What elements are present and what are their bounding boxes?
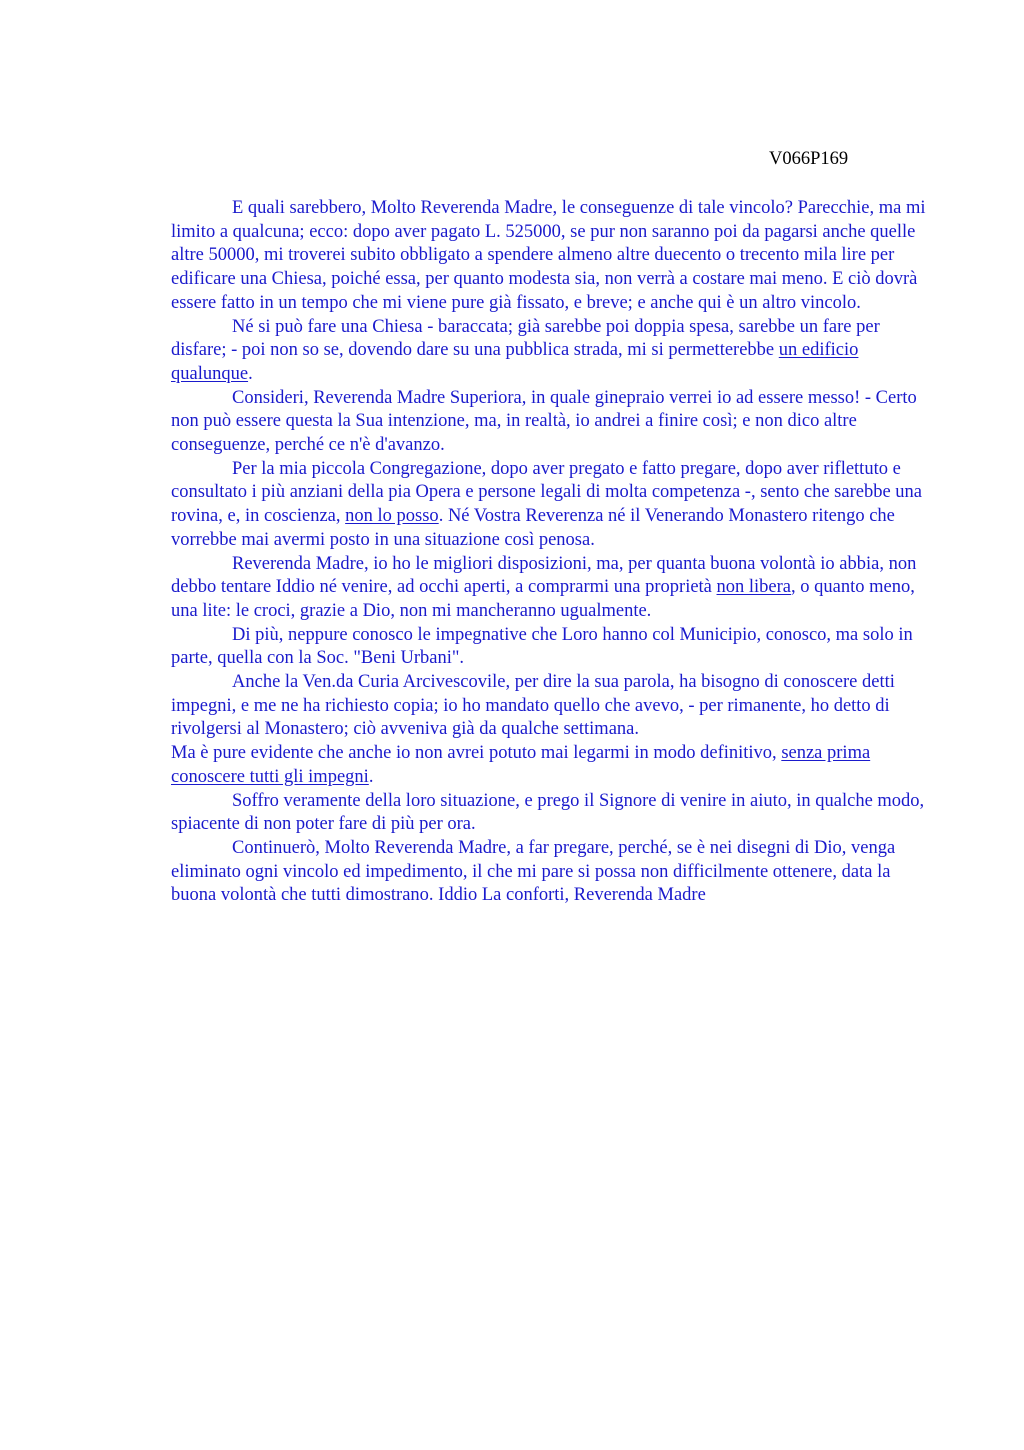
text-segment: Né si può fare una Chiesa - baraccata; già sarebbe poi doppia spesa, sarebbe un fare per disfare; - poi non so se, dovendo dare su una pubblica strada, mi si permetterebbe [171, 316, 880, 361]
text-segment: , o quanto meno, una lite: le croci, grazie a Dio, non mi mancheranno ugualmente. [171, 577, 915, 621]
underlined-phrase: un edificio qualunque [171, 340, 859, 384]
paragraph-2 [171, 316, 931, 387]
page-identifier: V066P169 [769, 149, 849, 169]
underlined-phrase: non lo posso [345, 506, 439, 527]
underlined-phrase: non libera [716, 577, 792, 598]
paragraph-5 [171, 553, 931, 624]
text-segment: Continuerò, Molto Reverenda Madre, a far pregare, perché, se è nei disegni di Dio, venga eliminato ogni vincolo ed impedimento, il che mi pare si possa non difficilmente ottenere, data la buona volontà che tutti dimostrano. Iddio La conforti, Reverenda Madre [171, 837, 896, 906]
paragraph-9 [171, 837, 931, 908]
paragraph-8 [171, 790, 931, 837]
underlined-phrase: senza prima conoscere tutti gli impegni [171, 743, 871, 787]
text-segment: E quali sarebbero, Molto Reverenda Madre, le conseguenze di tale vincolo? Parecchie, ma mi limito a qualcuna; ecco: dopo aver pagato L. 525000, se pur non saranno poi da pagarsi anche quelle altre 50000, mi troverei subito obbligato a spendere almeno altre duecento o trecento mila lire per edificare una Chiesa, poiché essa, per quanto modesta sia, non verrà a costare mai meno. E ciò dovrà essere fatto in un tempo che mi viene pure già fissato, e breve; e anche qui è un altro vincolo. [171, 198, 926, 313]
text-segment: . [248, 363, 253, 384]
paragraph-3 [171, 387, 931, 458]
text-segment: . Né Vostra Reverenza né il Venerando Monastero ritengo che vorrebbe mai avermi posto in una situazione così penosa. [171, 506, 895, 550]
text-segment: Per la mia piccola Congregazione, dopo aver pregato e fatto pregare, dopo aver riflettuto e consultato i più anziani della pia Opera e persone legali di molta competenza -, sento che sarebbe una rovina, e, in coscienza, [171, 458, 923, 527]
text-segment: Anche la Ven.da Curia Arcivescovile, per dire la sua parola, ha bisogno di conoscere detti impegni, e me ne ha richiesto copia; io ho mandato quello che avevo, - per rimanente, ho detto di rivolgersi al Monastero; ciò avveniva già da qualche settimana. [171, 672, 895, 740]
text-segment: Di più, neppure conosco le impegnative che Loro hanno col Municipio, conosco, ma solo in parte, quella con la Soc. "Beni Urbani". [171, 624, 913, 669]
letter-body [171, 197, 931, 908]
text-segment: Ma è pure evidente che anche io non avrei potuto mai legarmi in modo definitivo, [171, 743, 782, 764]
text-segment: Soffro veramente della loro situazione, e prego il Signore di venire in aiuto, in qualche modo, spiacente di non poter fare di più per ora. [171, 790, 925, 835]
paragraph-1 [171, 197, 931, 316]
text-segment: Reverenda Madre, io ho le migliori disposizioni, ma, per quanta buona volontà io abbia, non debbo tentare Iddio né venire, ad occhi aperti, a comprarmi una proprietà [171, 553, 917, 598]
paragraph-7-continuation [171, 742, 931, 789]
text-segment: Consideri, Reverenda Madre Superiora, in quale ginepraio verrei io ad essere messo! - Certo non può essere questa la Sua intenzione, ma, in realtà, io andrei a finire così; e non dico altre conseguenze, perché ce n'è d'avanzo. [171, 387, 917, 456]
paragraph-6 [171, 624, 931, 671]
paragraph-4 [171, 458, 931, 553]
paragraph-7 [171, 671, 931, 742]
text-segment: . [368, 766, 374, 787]
